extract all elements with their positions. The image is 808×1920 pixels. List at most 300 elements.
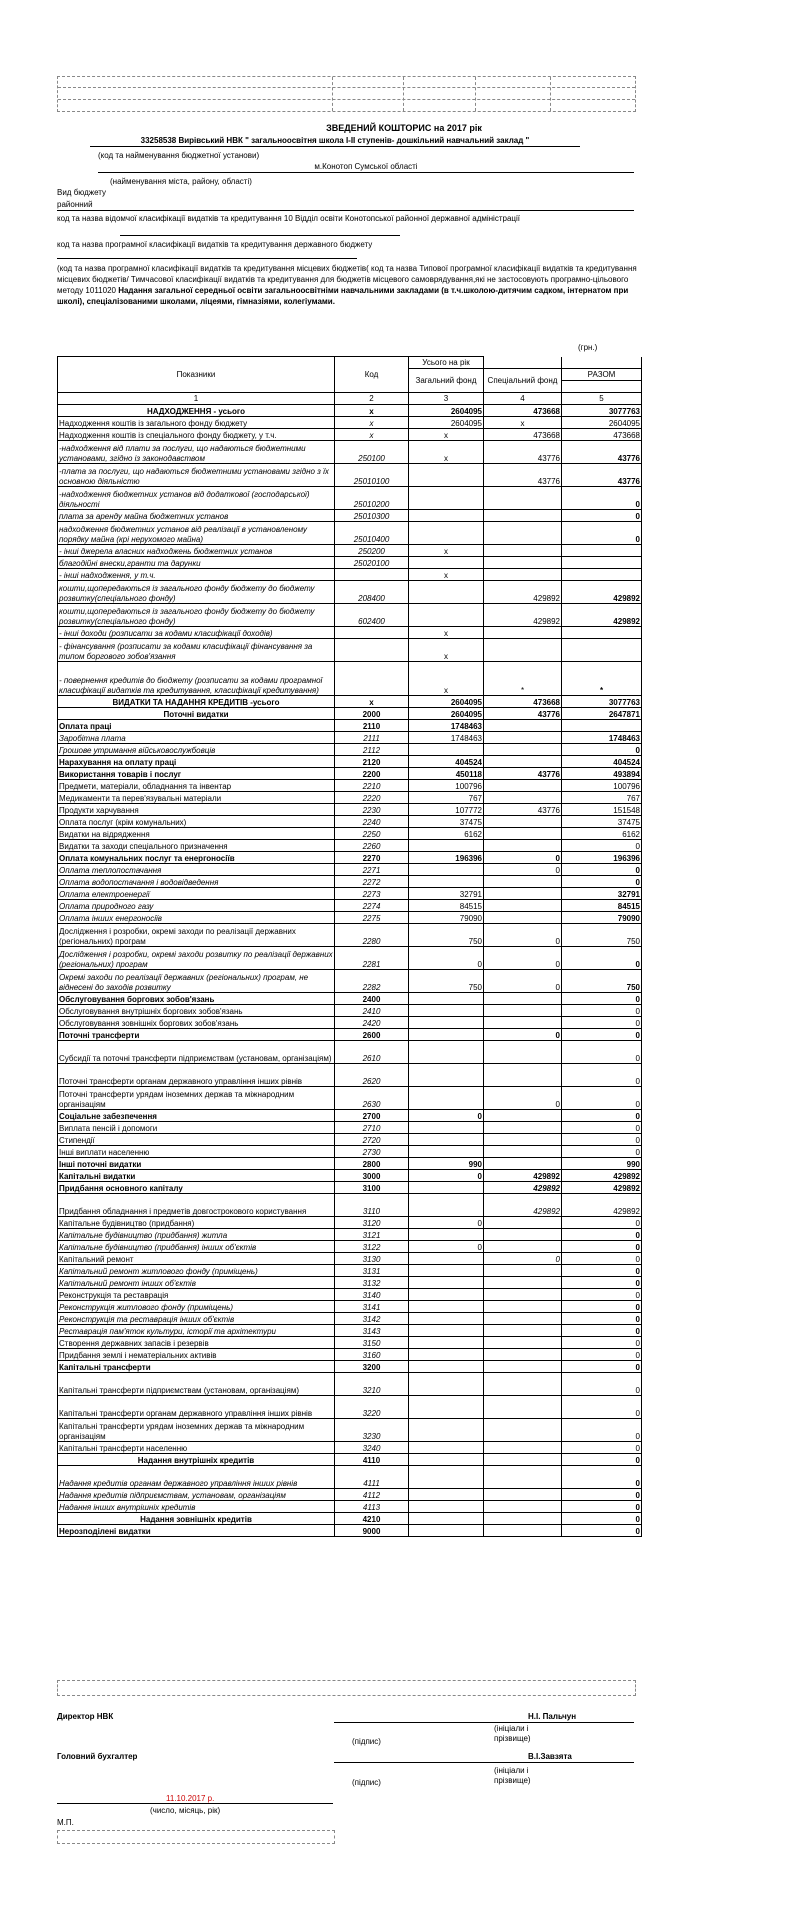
row-label: Поточні видатки — [58, 708, 335, 720]
table-row — [58, 1064, 642, 1087]
row-special-fund — [484, 1313, 562, 1325]
row-special-fund — [484, 1041, 562, 1064]
row-general-fund: 100796 — [409, 780, 484, 792]
row-label: Реконструкція житлового фонду (приміщень) — [58, 1301, 335, 1313]
row-general-fund — [409, 557, 484, 569]
row-total: 0 — [562, 1466, 642, 1489]
row-special-fund — [484, 1419, 562, 1442]
row-label: Поточні трансферти — [58, 1029, 335, 1041]
table-row — [58, 417, 642, 429]
row-code: 2620 — [335, 1064, 409, 1087]
row-general-fund — [409, 487, 484, 510]
row-total: 0 — [562, 1265, 642, 1277]
row-label: Капітальні трансферти органам державного управління інших рівнів — [58, 1396, 335, 1419]
row-code: 2210 — [335, 780, 409, 792]
table-row — [58, 756, 642, 768]
table-row — [58, 1442, 642, 1454]
row-label: Поточні трансферти урядам іноземних держав та міжнародним організаціям — [58, 1087, 335, 1110]
row-general-fund — [409, 993, 484, 1005]
row-total: 429892 — [562, 1170, 642, 1182]
row-code: 9000 — [335, 1525, 409, 1537]
row-label: Оплата природного газу — [58, 900, 335, 912]
row-total: 0 — [562, 1146, 642, 1158]
table-row — [58, 545, 642, 557]
header-total-year: Усього на рік — [409, 357, 484, 369]
row-general-fund — [409, 1513, 484, 1525]
director-name: Н.І. Пальчун — [528, 1712, 577, 1721]
row-general-fund — [409, 604, 484, 627]
row-code: 3120 — [335, 1217, 409, 1229]
row-code: 4110 — [335, 1454, 409, 1466]
row-general-fund — [409, 876, 484, 888]
row-label: Капітальні трансферти населенню — [58, 1442, 335, 1454]
table-row — [58, 639, 642, 662]
table-row — [58, 970, 642, 993]
local-program-paragraph: (код та назва програмної класифікації видатків та кредитування місцевих бюджетів( код та назва Типової програмної класифікації видатків та кредитування місцевих бюджетів/ Тимчасової класифікації видатків та кредитування для бюджетів місцевого самоврядування,які не застосовують програмно-цільового методу 1011020 Надання загальної середньої освіти загальноосвітніми навчальними закладами (в т.ч.школою-дитячим садком, інтернатом при школі), спеціалізованими школами, ліцеями, гімназіями, колегіумами. — [57, 264, 637, 306]
row-special-fund — [484, 1489, 562, 1501]
table-row — [58, 662, 642, 696]
row-special-fund: x — [484, 417, 562, 429]
row-special-fund: 0 — [484, 852, 562, 864]
row-label: Стипендії — [58, 1134, 335, 1146]
row-total: 0 — [562, 864, 642, 876]
table-row — [58, 1158, 642, 1170]
row-label: Продукти харчування — [58, 804, 335, 816]
row-total: 0 — [562, 1313, 642, 1325]
row-general-fund — [409, 522, 484, 545]
row-label: Надання кредитів підприємствам, установам, організаціям — [58, 1489, 335, 1501]
row-total: 43776 — [562, 441, 642, 464]
row-code: 3210 — [335, 1373, 409, 1396]
row-special-fund: 473668 — [484, 405, 562, 417]
row-special-fund — [484, 1229, 562, 1241]
institution-name: 33258538 Вирівський НВК " загальноосвітня школа І-ІІ ступенів- дошкільний навчальний заклад " — [90, 136, 580, 147]
row-special-fund: 43776 — [484, 464, 562, 487]
table-row — [58, 1017, 642, 1029]
row-code — [335, 639, 409, 662]
row-code: 2271 — [335, 864, 409, 876]
row-label: Оплата інших енергоносіїв — [58, 912, 335, 924]
row-special-fund — [484, 876, 562, 888]
header-code: Код — [335, 357, 409, 393]
row-total: 0 — [562, 1349, 642, 1361]
row-code: 2200 — [335, 768, 409, 780]
row-general-fund — [409, 1373, 484, 1396]
row-general-fund — [409, 1419, 484, 1442]
row-label: - інші надходження, у т.ч. — [58, 569, 335, 581]
row-general-fund: 0 — [409, 1110, 484, 1122]
row-code: 2111 — [335, 732, 409, 744]
row-label: Капітальне будівництво (придбання) — [58, 1217, 335, 1229]
table-row — [58, 792, 642, 804]
row-total: 0 — [562, 1277, 642, 1289]
row-code: 2120 — [335, 756, 409, 768]
row-special-fund — [484, 1110, 562, 1122]
col-number: 1 — [58, 393, 335, 405]
row-label: Придбання обладнання і предметів довгострокового користування — [58, 1194, 335, 1217]
row-special-fund — [484, 1396, 562, 1419]
row-code: 4112 — [335, 1489, 409, 1501]
row-special-fund — [484, 792, 562, 804]
row-total: 1748463 — [562, 732, 642, 744]
director-title: Директор НВК — [57, 1712, 114, 1721]
row-label: Капітальний ремонт — [58, 1253, 335, 1265]
row-label: Грошове утримання військовослужбовців — [58, 744, 335, 756]
row-total: 0 — [562, 1122, 642, 1134]
row-special-fund — [484, 1301, 562, 1313]
accountant-signature-line — [334, 1762, 634, 1763]
row-special-fund: 0 — [484, 947, 562, 970]
row-general-fund — [409, 1442, 484, 1454]
row-general-fund — [409, 1289, 484, 1301]
row-total: 0 — [562, 1064, 642, 1087]
row-total: 0 — [562, 487, 642, 510]
row-label: Придбання землі і нематеріальних активів — [58, 1349, 335, 1361]
row-label: кошти,щопередаються із загального фонду бюджету до бюджету розвитку(спеціального фонду) — [58, 604, 335, 627]
row-label: Реконструкція та реставрація інших об'єктів — [58, 1313, 335, 1325]
table-row — [58, 1289, 642, 1301]
row-special-fund: 429892 — [484, 1194, 562, 1217]
row-code: 2720 — [335, 1134, 409, 1146]
row-label: Соціальне забезпечення — [58, 1110, 335, 1122]
row-total — [562, 557, 642, 569]
row-label: Нерозподілені видатки — [58, 1525, 335, 1537]
row-general-fund: x — [409, 545, 484, 557]
table-row — [58, 1041, 642, 1064]
row-general-fund: 750 — [409, 924, 484, 947]
row-general-fund — [409, 1313, 484, 1325]
row-total: 990 — [562, 1158, 642, 1170]
table-row — [58, 1325, 642, 1337]
row-general-fund: 84515 — [409, 900, 484, 912]
table-row — [58, 627, 642, 639]
row-label: плата за аренду майна бюджетних установ — [58, 510, 335, 522]
row-code: 2260 — [335, 840, 409, 852]
table-row — [58, 804, 642, 816]
table-row — [58, 1301, 642, 1313]
row-special-fund — [484, 1361, 562, 1373]
row-special-fund: 473668 — [484, 429, 562, 441]
row-general-fund — [409, 1029, 484, 1041]
signature-caption: (підпис) — [352, 1737, 381, 1746]
row-general-fund — [409, 1134, 484, 1146]
row-special-fund: 429892 — [484, 604, 562, 627]
col-number: 2 — [335, 393, 409, 405]
row-general-fund: 107772 — [409, 804, 484, 816]
row-special-fund — [484, 1501, 562, 1513]
date-underline — [57, 1803, 333, 1804]
table-row — [58, 405, 642, 417]
table-row — [58, 1146, 642, 1158]
signature-caption: (підпис) — [352, 1778, 381, 1787]
row-label: надходження бюджетних установ від реалізації в установленому порядку майна (крі нерухомого майна) — [58, 522, 335, 545]
row-general-fund — [409, 1525, 484, 1537]
table-row — [58, 828, 642, 840]
city-name: м.Конотоп Сумської області — [98, 162, 634, 173]
row-total: 404524 — [562, 756, 642, 768]
table-row — [58, 1361, 642, 1373]
row-total: 0 — [562, 744, 642, 756]
row-general-fund: x — [409, 429, 484, 441]
row-special-fund: 429892 — [484, 1170, 562, 1182]
row-code: 3220 — [335, 1396, 409, 1419]
row-label: - інші доходи (розписати за кодами класифікації доходів) — [58, 627, 335, 639]
row-general-fund: 1748463 — [409, 732, 484, 744]
table-row — [58, 912, 642, 924]
row-total: 0 — [562, 1396, 642, 1419]
table-row — [58, 1489, 642, 1501]
row-general-fund — [409, 1337, 484, 1349]
row-total: 0 — [562, 1134, 642, 1146]
row-total: 0 — [562, 1289, 642, 1301]
table-row — [58, 1182, 642, 1194]
institution-caption: (код та найменування бюджетної установи) — [98, 151, 260, 160]
row-code: 3160 — [335, 1349, 409, 1361]
row-special-fund — [484, 993, 562, 1005]
row-general-fund: 0 — [409, 1241, 484, 1253]
table-row — [58, 1277, 642, 1289]
table-row — [58, 557, 642, 569]
row-label: Надходження коштів із загального фонду бюджету — [58, 417, 335, 429]
row-general-fund — [409, 1277, 484, 1289]
row-code: 2730 — [335, 1146, 409, 1158]
row-general-fund: 0 — [409, 1217, 484, 1229]
table-row — [58, 993, 642, 1005]
row-label: -надходження бюджетних установ від додаткової (господарської) діяльності — [58, 487, 335, 510]
table-row — [58, 816, 642, 828]
row-code: x — [335, 405, 409, 417]
row-code: 602400 — [335, 604, 409, 627]
row-total: 0 — [562, 1454, 642, 1466]
row-total: 3077763 — [562, 405, 642, 417]
row-special-fund — [484, 1017, 562, 1029]
row-special-fund — [484, 1325, 562, 1337]
row-total: 429892 — [562, 604, 642, 627]
table-row — [58, 1134, 642, 1146]
row-total: 750 — [562, 924, 642, 947]
row-general-fund — [409, 581, 484, 604]
row-general-fund: x — [409, 627, 484, 639]
row-code — [335, 627, 409, 639]
table-row — [58, 604, 642, 627]
col-number: 3 — [409, 393, 484, 405]
row-total: 429892 — [562, 1194, 642, 1217]
row-label: Придбання основного капіталу — [58, 1182, 335, 1194]
row-label: Капітальний ремонт житлового фонду (приміщень) — [58, 1265, 335, 1277]
row-general-fund — [409, 1146, 484, 1158]
row-special-fund: 43776 — [484, 804, 562, 816]
row-code: 3230 — [335, 1419, 409, 1442]
row-label: - фінансування (розписати за кодами класифікації фінансування за типом боргового зобов'язання — [58, 639, 335, 662]
row-special-fund — [484, 1466, 562, 1489]
row-special-fund — [484, 1241, 562, 1253]
row-total: 196396 — [562, 852, 642, 864]
row-special-fund: 0 — [484, 1087, 562, 1110]
row-total: 0 — [562, 1301, 642, 1313]
row-label: Капітальне будівництво (придбання) житла — [58, 1229, 335, 1241]
row-general-fund: 32791 — [409, 888, 484, 900]
table-row — [58, 1525, 642, 1537]
table-row — [58, 522, 642, 545]
row-code: 250100 — [335, 441, 409, 464]
table-row — [58, 1513, 642, 1525]
header-special-fund: Спеціальний фонд — [484, 369, 562, 393]
table-row — [58, 876, 642, 888]
table-row — [58, 1253, 642, 1265]
row-special-fund — [484, 1337, 562, 1349]
row-label: Видатки на відрядження — [58, 828, 335, 840]
dept-underline — [120, 235, 400, 236]
row-code: 4111 — [335, 1466, 409, 1489]
row-general-fund — [409, 1194, 484, 1217]
row-label: Поточні трансферти органам державного управління інших рівнів — [58, 1064, 335, 1087]
row-code: 2272 — [335, 876, 409, 888]
row-code — [335, 662, 409, 696]
row-general-fund: 990 — [409, 1158, 484, 1170]
row-code: 25010400 — [335, 522, 409, 545]
row-total: 0 — [562, 1241, 642, 1253]
row-code: 2630 — [335, 1087, 409, 1110]
row-general-fund — [409, 1041, 484, 1064]
row-label: Використання товарів і послуг — [58, 768, 335, 780]
row-special-fund — [484, 840, 562, 852]
row-total: 0 — [562, 1041, 642, 1064]
row-code: 2230 — [335, 804, 409, 816]
currency-label: (грн.) — [578, 343, 598, 352]
row-code: 3142 — [335, 1313, 409, 1325]
row-special-fund — [484, 780, 562, 792]
row-special-fund — [484, 1146, 562, 1158]
row-code: 2274 — [335, 900, 409, 912]
row-code: 2282 — [335, 970, 409, 993]
row-general-fund — [409, 864, 484, 876]
director-signature-line — [334, 1722, 634, 1723]
row-code: 4210 — [335, 1513, 409, 1525]
row-total: 750 — [562, 970, 642, 993]
row-label: Оплата водопостачання і водовідведення — [58, 876, 335, 888]
row-total: 0 — [562, 876, 642, 888]
col-number: 5 — [562, 393, 642, 405]
row-code: 2275 — [335, 912, 409, 924]
row-general-fund — [409, 1301, 484, 1313]
row-code: 208400 — [335, 581, 409, 604]
table-row — [58, 1265, 642, 1277]
row-special-fund — [484, 1277, 562, 1289]
table-row — [58, 487, 642, 510]
row-total: 429892 — [562, 581, 642, 604]
row-code: 2710 — [335, 1122, 409, 1134]
col-number: 4 — [484, 393, 562, 405]
row-special-fund — [484, 720, 562, 732]
row-special-fund — [484, 1373, 562, 1396]
row-label: Заробітна плата — [58, 732, 335, 744]
row-special-fund — [484, 816, 562, 828]
row-total: 0 — [562, 1217, 642, 1229]
table-row — [58, 852, 642, 864]
table-row — [58, 1454, 642, 1466]
row-total: 0 — [562, 1087, 642, 1110]
table-row — [58, 1466, 642, 1489]
row-code: 2600 — [335, 1029, 409, 1041]
row-general-fund — [409, 464, 484, 487]
row-label: Оплата комунальних послуг та енергоносіїв — [58, 852, 335, 864]
stamp-area — [57, 1830, 335, 1844]
row-code: 3141 — [335, 1301, 409, 1313]
row-label: Інші виплати населенню — [58, 1146, 335, 1158]
table-row — [58, 1217, 642, 1229]
row-code: 250200 — [335, 545, 409, 557]
row-label: Субсидії та поточні трансферти підприємствам (установам, організаціям) — [58, 1041, 335, 1064]
row-special-fund — [484, 900, 562, 912]
row-total: 84515 — [562, 900, 642, 912]
row-label: Надання кредитів органам державного управління інших рівнів — [58, 1466, 335, 1489]
table-row — [58, 900, 642, 912]
row-special-fund — [484, 744, 562, 756]
row-general-fund: 2604095 — [409, 417, 484, 429]
row-label: Капітальні трансферти урядам іноземних держав та міжнародним організаціям — [58, 1419, 335, 1442]
row-code: 3240 — [335, 1442, 409, 1454]
row-label: Реставрація пам'яток культури, історії та архітектури — [58, 1325, 335, 1337]
row-label: Видатки та заходи спеціального призначення — [58, 840, 335, 852]
table-row — [58, 780, 642, 792]
table-row — [58, 864, 642, 876]
row-label: Обслуговування боргових зобов'язань — [58, 993, 335, 1005]
table-row — [58, 1373, 642, 1396]
row-total: 43776 — [562, 464, 642, 487]
row-total: 0 — [562, 1525, 642, 1537]
row-total: 473668 — [562, 429, 642, 441]
table-row — [58, 1396, 642, 1419]
row-special-fund — [484, 487, 562, 510]
row-special-fund: 43776 — [484, 708, 562, 720]
row-general-fund — [409, 1017, 484, 1029]
row-label: Інші поточні видатки — [58, 1158, 335, 1170]
row-special-fund — [484, 732, 562, 744]
row-code: 2270 — [335, 852, 409, 864]
row-special-fund — [484, 522, 562, 545]
row-general-fund: 404524 — [409, 756, 484, 768]
table-row — [58, 696, 642, 708]
row-total: 0 — [562, 1501, 642, 1513]
row-code: x — [335, 429, 409, 441]
table-row — [58, 732, 642, 744]
row-general-fund: 1748463 — [409, 720, 484, 732]
row-label: -плата за послуги, що надаються бюджетними установами згідно з їх основною діяльністю — [58, 464, 335, 487]
row-code: 2400 — [335, 993, 409, 1005]
row-label: Реконструкція та реставрація — [58, 1289, 335, 1301]
row-general-fund: 37475 — [409, 816, 484, 828]
table-row — [58, 1087, 642, 1110]
budget-table — [57, 356, 642, 1537]
row-total — [562, 627, 642, 639]
row-special-fund: 0 — [484, 1253, 562, 1265]
date-caption: (число, місяць, рік) — [150, 1806, 221, 1815]
table-row — [58, 1029, 642, 1041]
row-code: 3150 — [335, 1337, 409, 1349]
row-general-fund: 2604095 — [409, 708, 484, 720]
program-code: код та назва програмної класифікації видатків та кредитування державного бюджету — [57, 240, 373, 249]
table-row — [58, 1122, 642, 1134]
row-code: 2410 — [335, 1005, 409, 1017]
row-total: 493894 — [562, 768, 642, 780]
row-code: 3200 — [335, 1361, 409, 1373]
table-row — [58, 924, 642, 947]
row-code: 25010300 — [335, 510, 409, 522]
table-row — [58, 840, 642, 852]
row-total: 0 — [562, 1489, 642, 1501]
row-total — [562, 639, 642, 662]
row-total: * — [562, 662, 642, 696]
